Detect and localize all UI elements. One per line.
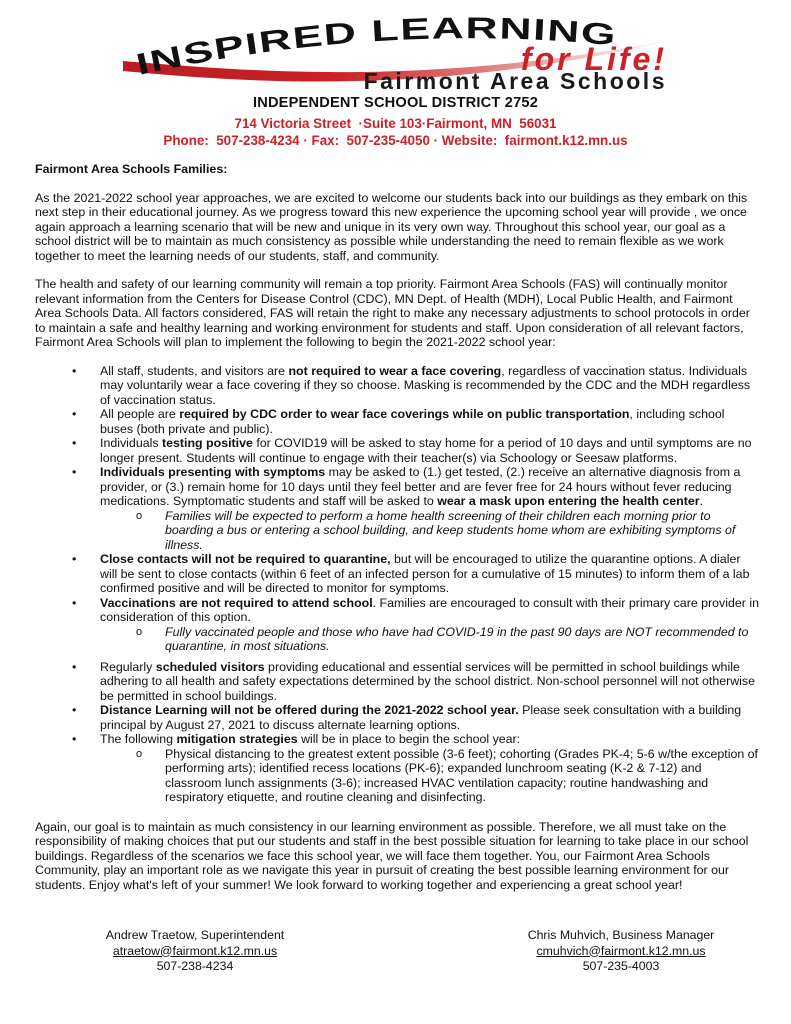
bullet-list <box>35 364 761 805</box>
bullet-text: Individuals presenting with symptoms may be asked to (1.) get tested, (2.) receive an alternative diagnosis from a provider, or (3.) remain home for 10 days until they feel better and are fever free for 24 hours without fever reducing medications. Symptomatic students and staff will be asked to wear a mask upon entering the health center. <box>100 465 741 508</box>
contact-line: Phone: 507-238-4234 · Fax: 507-235-4050 · Website: fairmont.k12.mn.us <box>163 132 628 148</box>
disc-bullet-marker: • <box>72 363 77 378</box>
bullet-item <box>35 596 761 625</box>
signer-email-link[interactable]: cmuhvich@fairmont.k12.mn.us <box>536 943 706 958</box>
signer-phone: 507-238-4234 <box>156 959 234 973</box>
sub-bullet-item <box>35 747 761 805</box>
disc-bullet-marker: • <box>72 407 77 421</box>
circle-bullet-marker: o <box>136 509 143 522</box>
signer-phone: 507-235-4003 <box>582 959 660 973</box>
signer-name: Chris Muhvich, Business Manager <box>527 928 715 942</box>
letter-body <box>0 149 791 892</box>
signature-right <box>506 928 736 975</box>
bullet-text: All staff, students, and visitors are not required to wear a face covering, regardless of vaccination status. Individuals may voluntarily wear a face covering if they so choose. Masking is recommended by the CDC and the MDH regardless of vaccination status. <box>100 363 751 407</box>
signer-email-link[interactable]: atraetow@fairmont.k12.mn.us <box>112 943 278 958</box>
bullet-item <box>35 660 761 704</box>
signature-block <box>0 928 791 975</box>
logo-inspired-learning: INSPIRED LEARNING <box>132 12 607 82</box>
closing-paragraph: Again, our goal is to maintain as much consistency in our learning environment as possible. Therefore, we all must take on the responsibility of making choices that put our students and staff in the best possible situation for learning to take place in our school buildings. Regardless of the scenarios we face this school year, we will face them together. You, our Fairmont Area Schools Community, play an important role as we navigate this year in pursuit of creating the best possible learning environment for our students. Enjoy what's left of your summer! We look forward to working together and experiencing a great school year! <box>35 819 752 892</box>
signer-name: Andrew Traetow, Superintendent <box>105 928 285 942</box>
disc-bullet-marker: • <box>72 659 77 674</box>
sub-bullet-item <box>35 509 761 553</box>
address-line: 714 Victoria Street ·Suite 103·Fairmont, MN 56031 <box>234 116 557 131</box>
circle-bullet-marker: o <box>136 747 143 760</box>
circle-bullet-marker: o <box>136 625 143 638</box>
disc-bullet-marker: • <box>72 732 77 746</box>
letterhead <box>0 0 791 149</box>
bullet-item <box>35 436 761 465</box>
bullet-item <box>35 364 761 408</box>
bullet-text: Distance Learning will not be offered during the 2021-2022 school year. Please seek consultation with a building principal by August 27, 2021 to discuss alternate learning options. <box>100 703 742 732</box>
bullet-text: Individuals testing positive for COVID19 will be asked to stay home for a period of 10 days and until symptoms are no longer present. Students will continue to engage with their teacher(s) via Schoology or Seesaw platforms. <box>100 436 752 465</box>
district-logo <box>121 12 671 94</box>
logo-for-life: for Life! <box>520 41 667 77</box>
intro-paragraph-2: The health and safety of our learning community will remain a top priority. Fairmont Area Schools (FAS) will continually monitor relevant information from the Centers for Disease Control (CDC), MN Dept. of Health (MDH), Local Public Health, and Fairmont Area Schools Data. All factors considered, FAS will retain the right to make any necessary adjustments to school protocols in order to maintain a safe and healthy learning and working environment for students and staff. Upon consideration of all relevant factors, Fairmont Area Schools will plan to implement the following to begin the 2021-2022 school year: <box>35 277 754 349</box>
bullet-text: The following mitigation strategies will be in place to begin the school year: <box>100 732 521 746</box>
bullet-text: Regularly scheduled visitors providing educational and essential services will be permitted in school buildings while adhering to all health and safety expectations determined by the school district. Non-school personnel will not otherwise be permitted in school buildings. <box>100 659 756 703</box>
disc-bullet-marker: • <box>72 703 77 717</box>
disc-bullet-marker: • <box>72 465 77 479</box>
disc-bullet-marker: • <box>72 436 77 450</box>
disc-bullet-marker: • <box>72 552 77 566</box>
bullet-text: Families will be expected to perform a home health screening of their children each morning prior to boarding a bus or entering a school building, and keep students home whom are exhibiting symptoms of illness. <box>165 508 736 552</box>
bullet-item <box>35 732 761 747</box>
salutation: Fairmont Area Schools Families: <box>35 162 228 176</box>
bullet-item <box>35 552 761 596</box>
disc-bullet-marker: • <box>72 595 77 610</box>
signature-left <box>90 928 300 975</box>
bullet-text: Vaccinations are not required to attend school. Families are encouraged to consult with their primary care provider in consideration of this option. <box>100 595 759 624</box>
bullet-text: Physical distancing to the greatest extent possible (3-6 feet); cohorting (Grades PK-4; 5-6 w/the exception of performing arts); identified recess locations (PK-6); expanded lunchroom seating (K-2 & 7-12) and classroom lunch assignments (3-6); increased HVAC ventilation capacity; routine handwashing and respiratory etiquette, and routine cleaning and disinfecting. <box>165 746 759 804</box>
bullet-item <box>35 465 761 509</box>
bullet-text: All people are required by CDC order to wear face coverings while on public transportation, including school buses (both private and public). <box>100 407 725 436</box>
district-line: INDEPENDENT SCHOOL DISTRICT 2752 <box>252 95 539 111</box>
logo-fairmont-area-schools: Fairmont Area Schools <box>363 68 667 94</box>
bullet-item <box>35 407 761 436</box>
bullet-text: Close contacts will not be required to quarantine, but will be encouraged to utilize the quarantine options. A dialer will be sent to close contacts (within 6 feet of an infected person for a cumulative of 15 minutes) to inform them of a lab confirmed positive and will be directed to monitor for symptoms. <box>100 552 750 595</box>
sub-bullet-item <box>35 625 761 654</box>
bullet-text: Fully vaccinated people and those who have had COVID-19 in the past 90 days are NOT recommended to quarantine, in most situations. <box>165 624 749 653</box>
bullet-item <box>35 703 761 732</box>
intro-paragraph-1: As the 2021-2022 school year approaches, we are excited to welcome our students back into our buildings as they embark on this next step in their educational journey. As we progress toward this new experience the upcoming school year will provide , we once again approach a learning scenario that will be new and unique in its very own way. Throughout this school year, our goal as a school district will be to maintain as much consistency as possible while understanding the need to remain flexible as we work together to meet the learning needs of our students, staff, and community. <box>35 190 751 263</box>
